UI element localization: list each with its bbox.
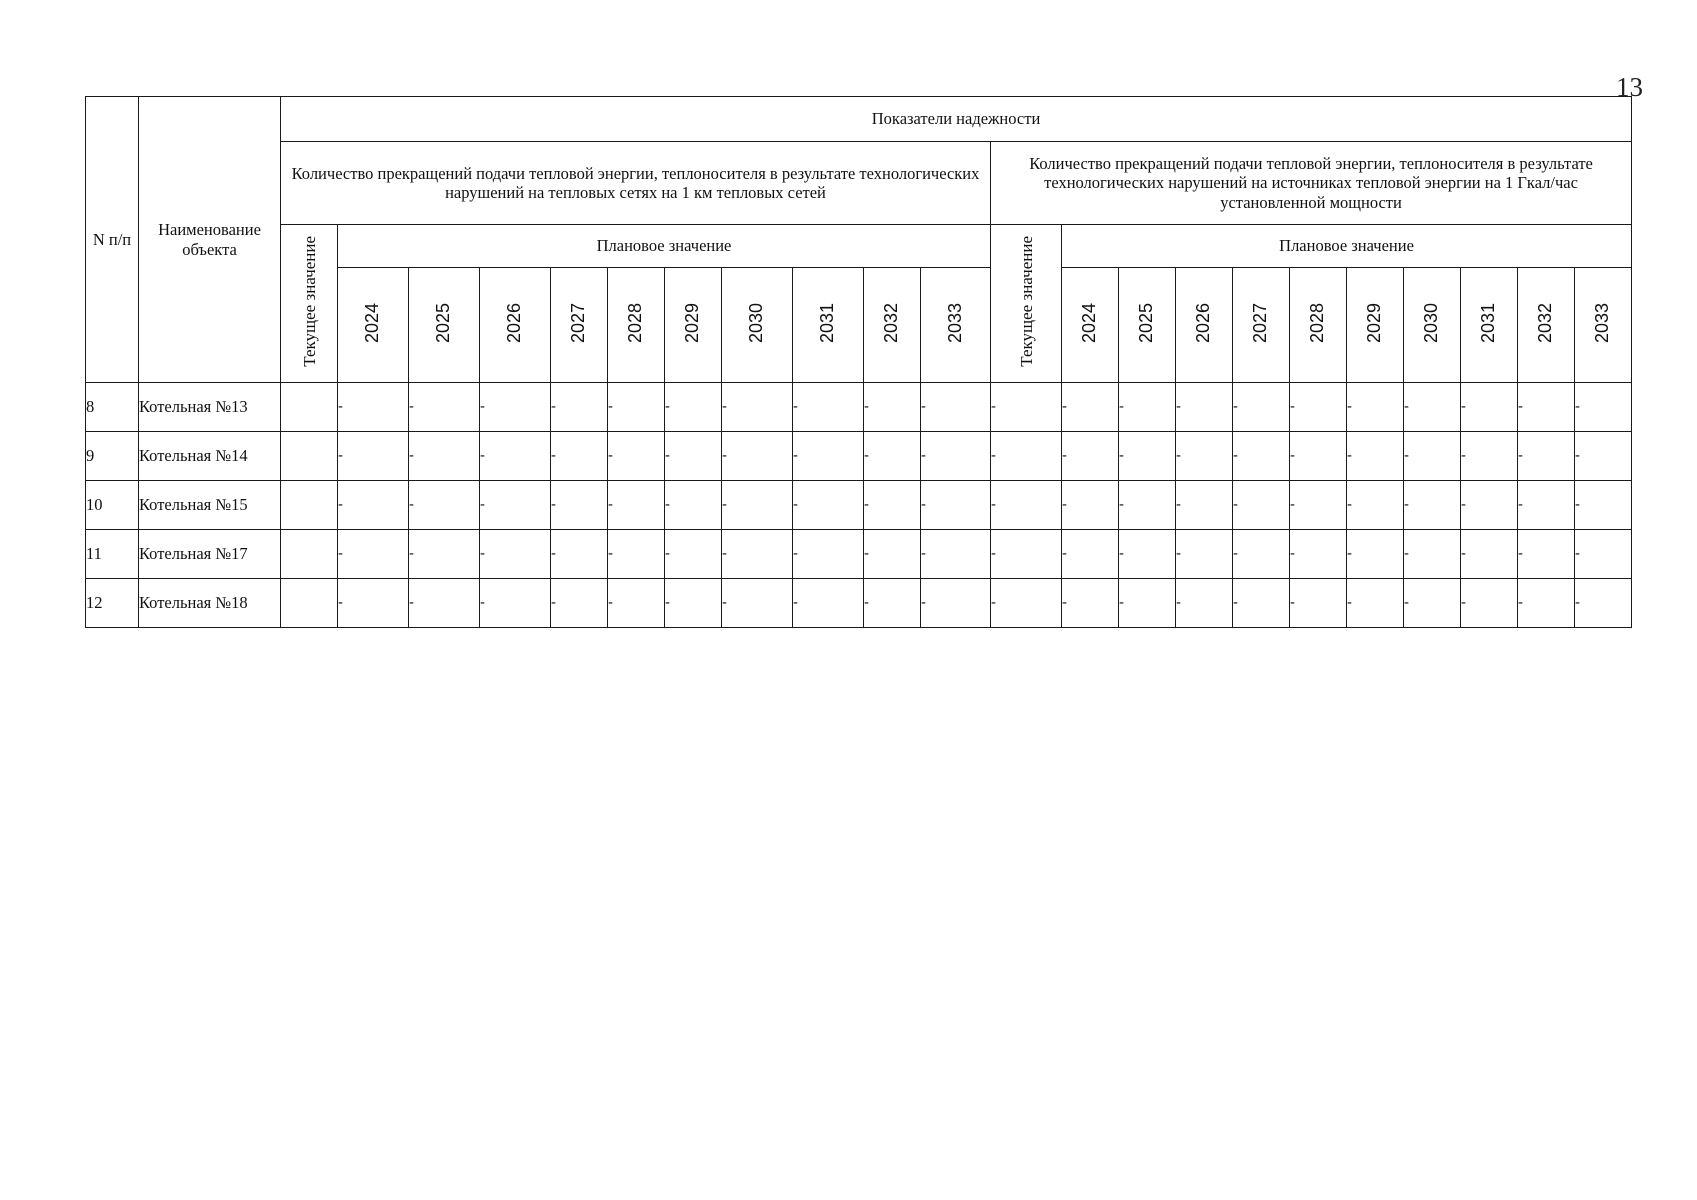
row-number: 10 xyxy=(86,481,139,530)
current-value-networks xyxy=(281,383,338,432)
plan-value-networks: - xyxy=(608,530,665,579)
header-year-networks xyxy=(551,268,608,383)
plan-value-networks: - xyxy=(409,383,480,432)
year-label: 2033 xyxy=(944,302,965,343)
plan-value-networks: - xyxy=(409,432,480,481)
plan-value-sources: - xyxy=(1518,432,1575,481)
year-label: 2027 xyxy=(1250,302,1271,343)
plan-value-sources: - xyxy=(1461,383,1518,432)
table-row xyxy=(86,383,1632,432)
plan-value-sources: - xyxy=(1062,383,1119,432)
plan-value-sources: - xyxy=(1176,481,1233,530)
plan-value-sources: - xyxy=(1518,530,1575,579)
header-year-networks xyxy=(722,268,793,383)
plan-value-sources: - xyxy=(1176,579,1233,628)
year-label: 2026 xyxy=(504,302,525,343)
plan-value-networks: - xyxy=(864,383,921,432)
plan-value-sources: - xyxy=(1233,579,1290,628)
plan-value-sources: - xyxy=(1404,530,1461,579)
current-value-label: Текущее значение xyxy=(1016,235,1036,367)
plan-value-networks: - xyxy=(608,432,665,481)
header-current-value-networks xyxy=(281,225,338,383)
plan-value-sources: - xyxy=(1290,481,1347,530)
plan-value-networks: - xyxy=(722,432,793,481)
current-value-sources: - xyxy=(991,432,1062,481)
plan-value-networks: - xyxy=(793,579,864,628)
plan-value-networks: - xyxy=(793,530,864,579)
plan-value-networks: - xyxy=(921,579,991,628)
plan-value-sources: - xyxy=(1290,579,1347,628)
plan-value-sources: - xyxy=(1290,383,1347,432)
header-year-networks xyxy=(338,268,409,383)
plan-value-sources: - xyxy=(1062,481,1119,530)
plan-value-networks: - xyxy=(480,481,551,530)
plan-value-sources: - xyxy=(1119,383,1176,432)
plan-value-networks: - xyxy=(480,383,551,432)
page-number: 13 xyxy=(1616,72,1643,102)
header-n: N п/п xyxy=(86,97,139,383)
plan-value-networks: - xyxy=(551,481,608,530)
plan-value-networks: - xyxy=(338,530,409,579)
year-label: 2029 xyxy=(1364,302,1385,343)
row-number: 11 xyxy=(86,530,139,579)
header-year-networks xyxy=(921,268,991,383)
plan-value-networks: - xyxy=(608,383,665,432)
header-year-sources xyxy=(1062,268,1119,383)
plan-value-sources: - xyxy=(1176,530,1233,579)
plan-value-sources: - xyxy=(1062,530,1119,579)
object-name: Котельная №18 xyxy=(139,579,281,628)
header-year-sources xyxy=(1347,268,1404,383)
year-label: 2026 xyxy=(1193,302,1214,343)
current-value-sources: - xyxy=(991,579,1062,628)
plan-value-networks: - xyxy=(793,383,864,432)
plan-value-networks: - xyxy=(480,530,551,579)
plan-value-sources: - xyxy=(1404,383,1461,432)
plan-value-networks: - xyxy=(864,530,921,579)
plan-value-sources: - xyxy=(1461,432,1518,481)
plan-value-networks: - xyxy=(921,383,991,432)
current-value-sources: - xyxy=(991,530,1062,579)
header-year-networks xyxy=(409,268,480,383)
plan-value-networks: - xyxy=(608,481,665,530)
plan-value-sources: - xyxy=(1461,530,1518,579)
header-section-networks: Количество прекращений подачи тепловой энергии, теплоносителя в результате технологических нарушений на тепловых сетях на 1 км тепловых сетей xyxy=(281,142,991,225)
plan-value-networks: - xyxy=(665,432,722,481)
year-label: 2032 xyxy=(881,302,902,343)
year-label: 2024 xyxy=(1079,302,1100,343)
plan-value-sources: - xyxy=(1404,481,1461,530)
plan-value-networks: - xyxy=(480,432,551,481)
header-year-sources xyxy=(1176,268,1233,383)
current-value-label: Текущее значение xyxy=(299,235,319,367)
plan-value-networks: - xyxy=(409,481,480,530)
year-label: 2024 xyxy=(362,302,383,343)
plan-value-sources: - xyxy=(1347,432,1404,481)
header-year-networks xyxy=(665,268,722,383)
plan-value-networks: - xyxy=(722,383,793,432)
plan-value-sources: - xyxy=(1119,432,1176,481)
plan-value-sources: - xyxy=(1575,383,1632,432)
plan-value-networks: - xyxy=(793,481,864,530)
year-label: 2028 xyxy=(625,302,646,343)
plan-value-sources: - xyxy=(1119,481,1176,530)
plan-value-networks: - xyxy=(551,383,608,432)
plan-value-sources: - xyxy=(1233,432,1290,481)
year-label: 2025 xyxy=(1136,302,1157,343)
header-plan-value-sources: Плановое значение xyxy=(1062,225,1632,268)
header-year-networks xyxy=(608,268,665,383)
plan-value-sources: - xyxy=(1518,383,1575,432)
year-label: 2033 xyxy=(1592,302,1613,343)
row-number: 8 xyxy=(86,383,139,432)
plan-value-networks: - xyxy=(864,481,921,530)
header-year-sources xyxy=(1575,268,1632,383)
plan-value-sources: - xyxy=(1119,530,1176,579)
plan-value-sources: - xyxy=(1575,481,1632,530)
plan-value-sources: - xyxy=(1461,481,1518,530)
plan-value-networks: - xyxy=(722,481,793,530)
plan-value-networks: - xyxy=(480,579,551,628)
plan-value-networks: - xyxy=(338,383,409,432)
plan-value-sources: - xyxy=(1575,579,1632,628)
header-plan-value-networks: Плановое значение xyxy=(338,225,991,268)
header-object-name: Наименование объекта xyxy=(139,97,281,383)
plan-value-sources: - xyxy=(1575,530,1632,579)
current-value-networks xyxy=(281,579,338,628)
reliability-table xyxy=(85,96,1632,628)
plan-value-networks: - xyxy=(921,530,991,579)
object-name: Котельная №17 xyxy=(139,530,281,579)
plan-value-networks: - xyxy=(338,432,409,481)
plan-value-networks: - xyxy=(338,481,409,530)
header-year-sources xyxy=(1404,268,1461,383)
plan-value-networks: - xyxy=(722,530,793,579)
plan-value-networks: - xyxy=(665,579,722,628)
plan-value-sources: - xyxy=(1347,481,1404,530)
plan-value-sources: - xyxy=(1404,579,1461,628)
current-value-networks xyxy=(281,530,338,579)
row-number: 12 xyxy=(86,579,139,628)
current-value-networks xyxy=(281,432,338,481)
header-current-value-sources xyxy=(991,225,1062,383)
plan-value-networks: - xyxy=(608,579,665,628)
plan-value-networks: - xyxy=(864,432,921,481)
header-section-sources: Количество прекращений подачи тепловой энергии, теплоносителя в результате технологических нарушений на источниках тепловой энергии на 1 Гкал/час установленной мощности xyxy=(991,142,1632,225)
header-year-sources xyxy=(1461,268,1518,383)
header-reliability-indicators: Показатели надежности xyxy=(281,97,1632,142)
plan-value-networks: - xyxy=(409,530,480,579)
plan-value-networks: - xyxy=(793,432,864,481)
plan-value-sources: - xyxy=(1062,579,1119,628)
plan-value-sources: - xyxy=(1347,383,1404,432)
plan-value-sources: - xyxy=(1518,481,1575,530)
plan-value-sources: - xyxy=(1233,383,1290,432)
object-name: Котельная №15 xyxy=(139,481,281,530)
plan-value-sources: - xyxy=(1290,432,1347,481)
year-label: 2031 xyxy=(817,302,838,343)
plan-value-sources: - xyxy=(1461,579,1518,628)
plan-value-networks: - xyxy=(409,579,480,628)
current-value-sources: - xyxy=(991,383,1062,432)
header-year-networks xyxy=(480,268,551,383)
plan-value-networks: - xyxy=(864,579,921,628)
year-label: 2027 xyxy=(568,302,589,343)
plan-value-sources: - xyxy=(1347,579,1404,628)
year-label: 2030 xyxy=(746,302,767,343)
current-value-sources: - xyxy=(991,481,1062,530)
header-year-sources xyxy=(1290,268,1347,383)
year-label: 2025 xyxy=(433,302,454,343)
plan-value-networks: - xyxy=(665,530,722,579)
header-year-sources xyxy=(1119,268,1176,383)
plan-value-networks: - xyxy=(722,579,793,628)
year-label: 2029 xyxy=(682,302,703,343)
plan-value-networks: - xyxy=(921,432,991,481)
object-name: Котельная №14 xyxy=(139,432,281,481)
header-year-networks xyxy=(793,268,864,383)
plan-value-sources: - xyxy=(1119,579,1176,628)
plan-value-sources: - xyxy=(1404,432,1461,481)
plan-value-sources: - xyxy=(1176,432,1233,481)
row-number: 9 xyxy=(86,432,139,481)
table-row xyxy=(86,530,1632,579)
plan-value-networks: - xyxy=(551,432,608,481)
year-label: 2028 xyxy=(1307,302,1328,343)
header-year-networks xyxy=(864,268,921,383)
header-year-sources xyxy=(1233,268,1290,383)
table-row xyxy=(86,481,1632,530)
year-label: 2031 xyxy=(1478,302,1499,343)
table-row xyxy=(86,579,1632,628)
plan-value-networks: - xyxy=(551,579,608,628)
plan-value-sources: - xyxy=(1575,432,1632,481)
current-value-networks xyxy=(281,481,338,530)
plan-value-networks: - xyxy=(665,383,722,432)
plan-value-sources: - xyxy=(1290,530,1347,579)
plan-value-networks: - xyxy=(665,481,722,530)
plan-value-sources: - xyxy=(1347,530,1404,579)
plan-value-sources: - xyxy=(1233,481,1290,530)
plan-value-sources: - xyxy=(1062,432,1119,481)
object-name: Котельная №13 xyxy=(139,383,281,432)
plan-value-sources: - xyxy=(1176,383,1233,432)
header-year-sources xyxy=(1518,268,1575,383)
plan-value-networks: - xyxy=(551,530,608,579)
year-label: 2032 xyxy=(1535,302,1556,343)
plan-value-sources: - xyxy=(1233,530,1290,579)
year-label: 2030 xyxy=(1421,302,1442,343)
plan-value-networks: - xyxy=(921,481,991,530)
plan-value-sources: - xyxy=(1518,579,1575,628)
plan-value-networks: - xyxy=(338,579,409,628)
table-row xyxy=(86,432,1632,481)
